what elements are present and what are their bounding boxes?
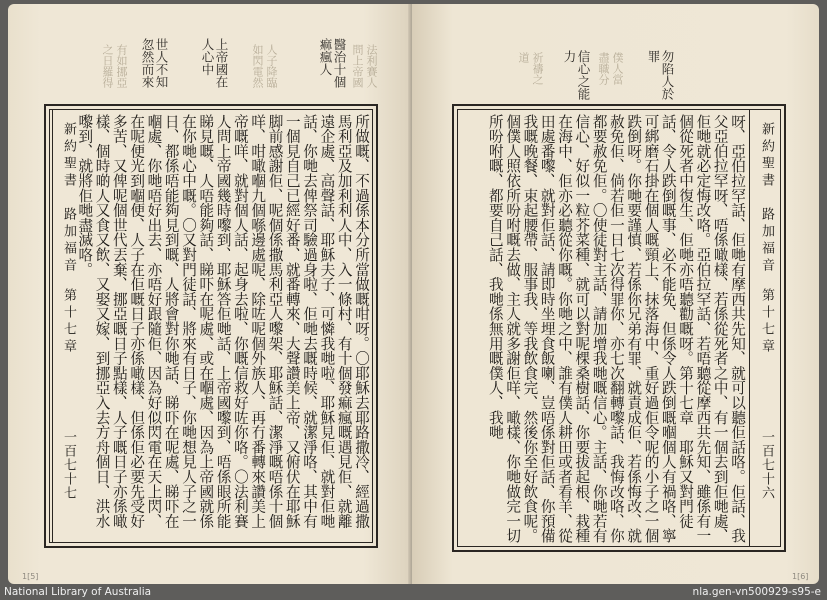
right-header-band xyxy=(749,110,780,546)
pencil-mark: 1[5] xyxy=(22,572,39,581)
margin-note: 上帝國在 人心中 xyxy=(200,38,229,88)
ghost-note: 僕人當 盡職分 xyxy=(597,52,624,85)
left-header-band xyxy=(52,110,81,542)
chapter-ref: 第十七章 xyxy=(759,288,774,356)
running-title: 新約聖書 路加福音 xyxy=(759,122,774,275)
margin-note: 勿陷人於 罪 xyxy=(646,50,675,100)
right-page xyxy=(412,4,819,584)
chapter-ref: 第十七章 xyxy=(61,288,76,356)
pencil-mark: 1[6] xyxy=(792,572,809,581)
right-body-text: 呀、亞伯拉罕話、佢哋有摩西共先知、就可以聽佢話咯。佢話、我父亞伯拉罕呀、唔係噉樣、若係從死者之中、有一個去到佢哋處、佢哋就必定悔改咯。亞伯拉罕話、若唔聽從摩西共先知、雖係有一個從死者中復生、佢哋亦唔聽勸嘅呀。第十七章 耶穌又對門徒話、令人跌倒嘅事、必不能免、但係令人跌倒嘅嗰個人有禍咯、寧可綁磨石掛在個人嘅頸上、抹落海中、重好過佢令呢的小子之一個跌倒呀。你哋要謹慎、若係你兄弟有罪、就責成佢、若係悔改、就赦免佢、倘若佢一日七次得罪你、亦七次翻轉嚟話、我悔改咯、你都要赦免佢。〇使徒對主話、請加增我哋嘅信心。主話、你哋若有信心、好似一粒芥菜種、就可以對呢棵桑樹話、你要拔起根、栽種在海中、佢亦必聽從你嘅。你哋之中、誰有僕人耕田或者看羊、從田處番嚟、就對佢話、請即時坐埋食飯喇、豈唔係對佢話、你預備我嘅晚餐、束起腰帶、服事我、等我飲食完、然後你至好飲食呢。個僕人照依所吩咐嘅去做、主人就多謝佢咩、噉樣、你哋做完一切所吩咐嘅、都要自己話、我哋係無用嘅僕人、我哋 xyxy=(486,114,746,544)
ghost-note: 法利賽人 問上帝國 xyxy=(351,44,378,88)
page-number: 一百七十六 xyxy=(759,430,774,500)
ghost-note: 人子降臨 如閃電然 xyxy=(251,44,278,88)
left-text-frame xyxy=(44,104,378,548)
right-text-frame xyxy=(452,104,786,552)
margin-note: 醫治十個 痲瘋人 xyxy=(318,38,347,88)
library-credit: National Library of Australia xyxy=(4,586,152,598)
left-body-text: 所做嘅、不過係本分所當做嘅咁呀。〇耶穌去耶路撒冷、經過撒馬利亞及加利利人中、入一條村、有十個發痲瘋嘅遇見佢、就離遠企處、高聲話、耶穌夫子、可憐我哋啦、耶穌見佢、就對佢哋話、你哋去俾祭司驗過身啦、佢哋去嘅時候、就潔淨咯、其中有一個見自己已經好番、就番轉來、大聲讚美上帝、又俯伏在耶穌脚前感謝佢、呢個係撒馬利亞人嚟架、耶穌話、潔淨嘅唔係十個咩、咁噉嗰九個喺邊處呢、除咗呢個外族人、再冇番轉來讚美上帝嘅咩、就對個人話、起身去啦、你嘅信救好咗你咯。〇法利賽人問上帝國幾時嚟到、耶穌答佢哋話、上帝國嚟到、唔係眼所能睇見嘅、人唔能夠話、睇吓在呢處、或在嗰處、因為上帝國就係在你哋心中嘅。〇又對門徒話、將來有日子、你哋想見人子之一日、都係唔能夠見到嘅、人將會對你哋話、睇吓在呢處、睇吓在嗰處、你哋唔好出去、亦唔好跟隨佢、因為好似閃電在天上閃、在呢便光到嗰便、人子在佢嘅日子亦係噉樣、但係佢必要先受好多苦、又俾呢個世代丟棄、挪亞嘅日子點樣、人子嘅日子亦係噉樣、個時啲人又食又飲、又娶又嫁、到挪亞入去方舟個日、洪水嚟到、就將佢哋盡滅咯。 xyxy=(76,114,370,529)
ghost-note: 祈禱之 道 xyxy=(517,52,544,85)
margin-note: 世人不知 忽然而來 xyxy=(140,38,169,88)
book-spread xyxy=(8,4,819,584)
margin-note: 信心之能 力 xyxy=(562,50,591,100)
running-title: 新約聖書 路加福音 xyxy=(61,122,76,275)
image-identifier: nla.gen-vn500929-s95-e xyxy=(692,586,821,598)
left-page xyxy=(8,4,412,584)
ghost-note: 有如挪亞 之日羅得 xyxy=(101,44,128,88)
page-number: 一百七十七 xyxy=(61,430,76,500)
